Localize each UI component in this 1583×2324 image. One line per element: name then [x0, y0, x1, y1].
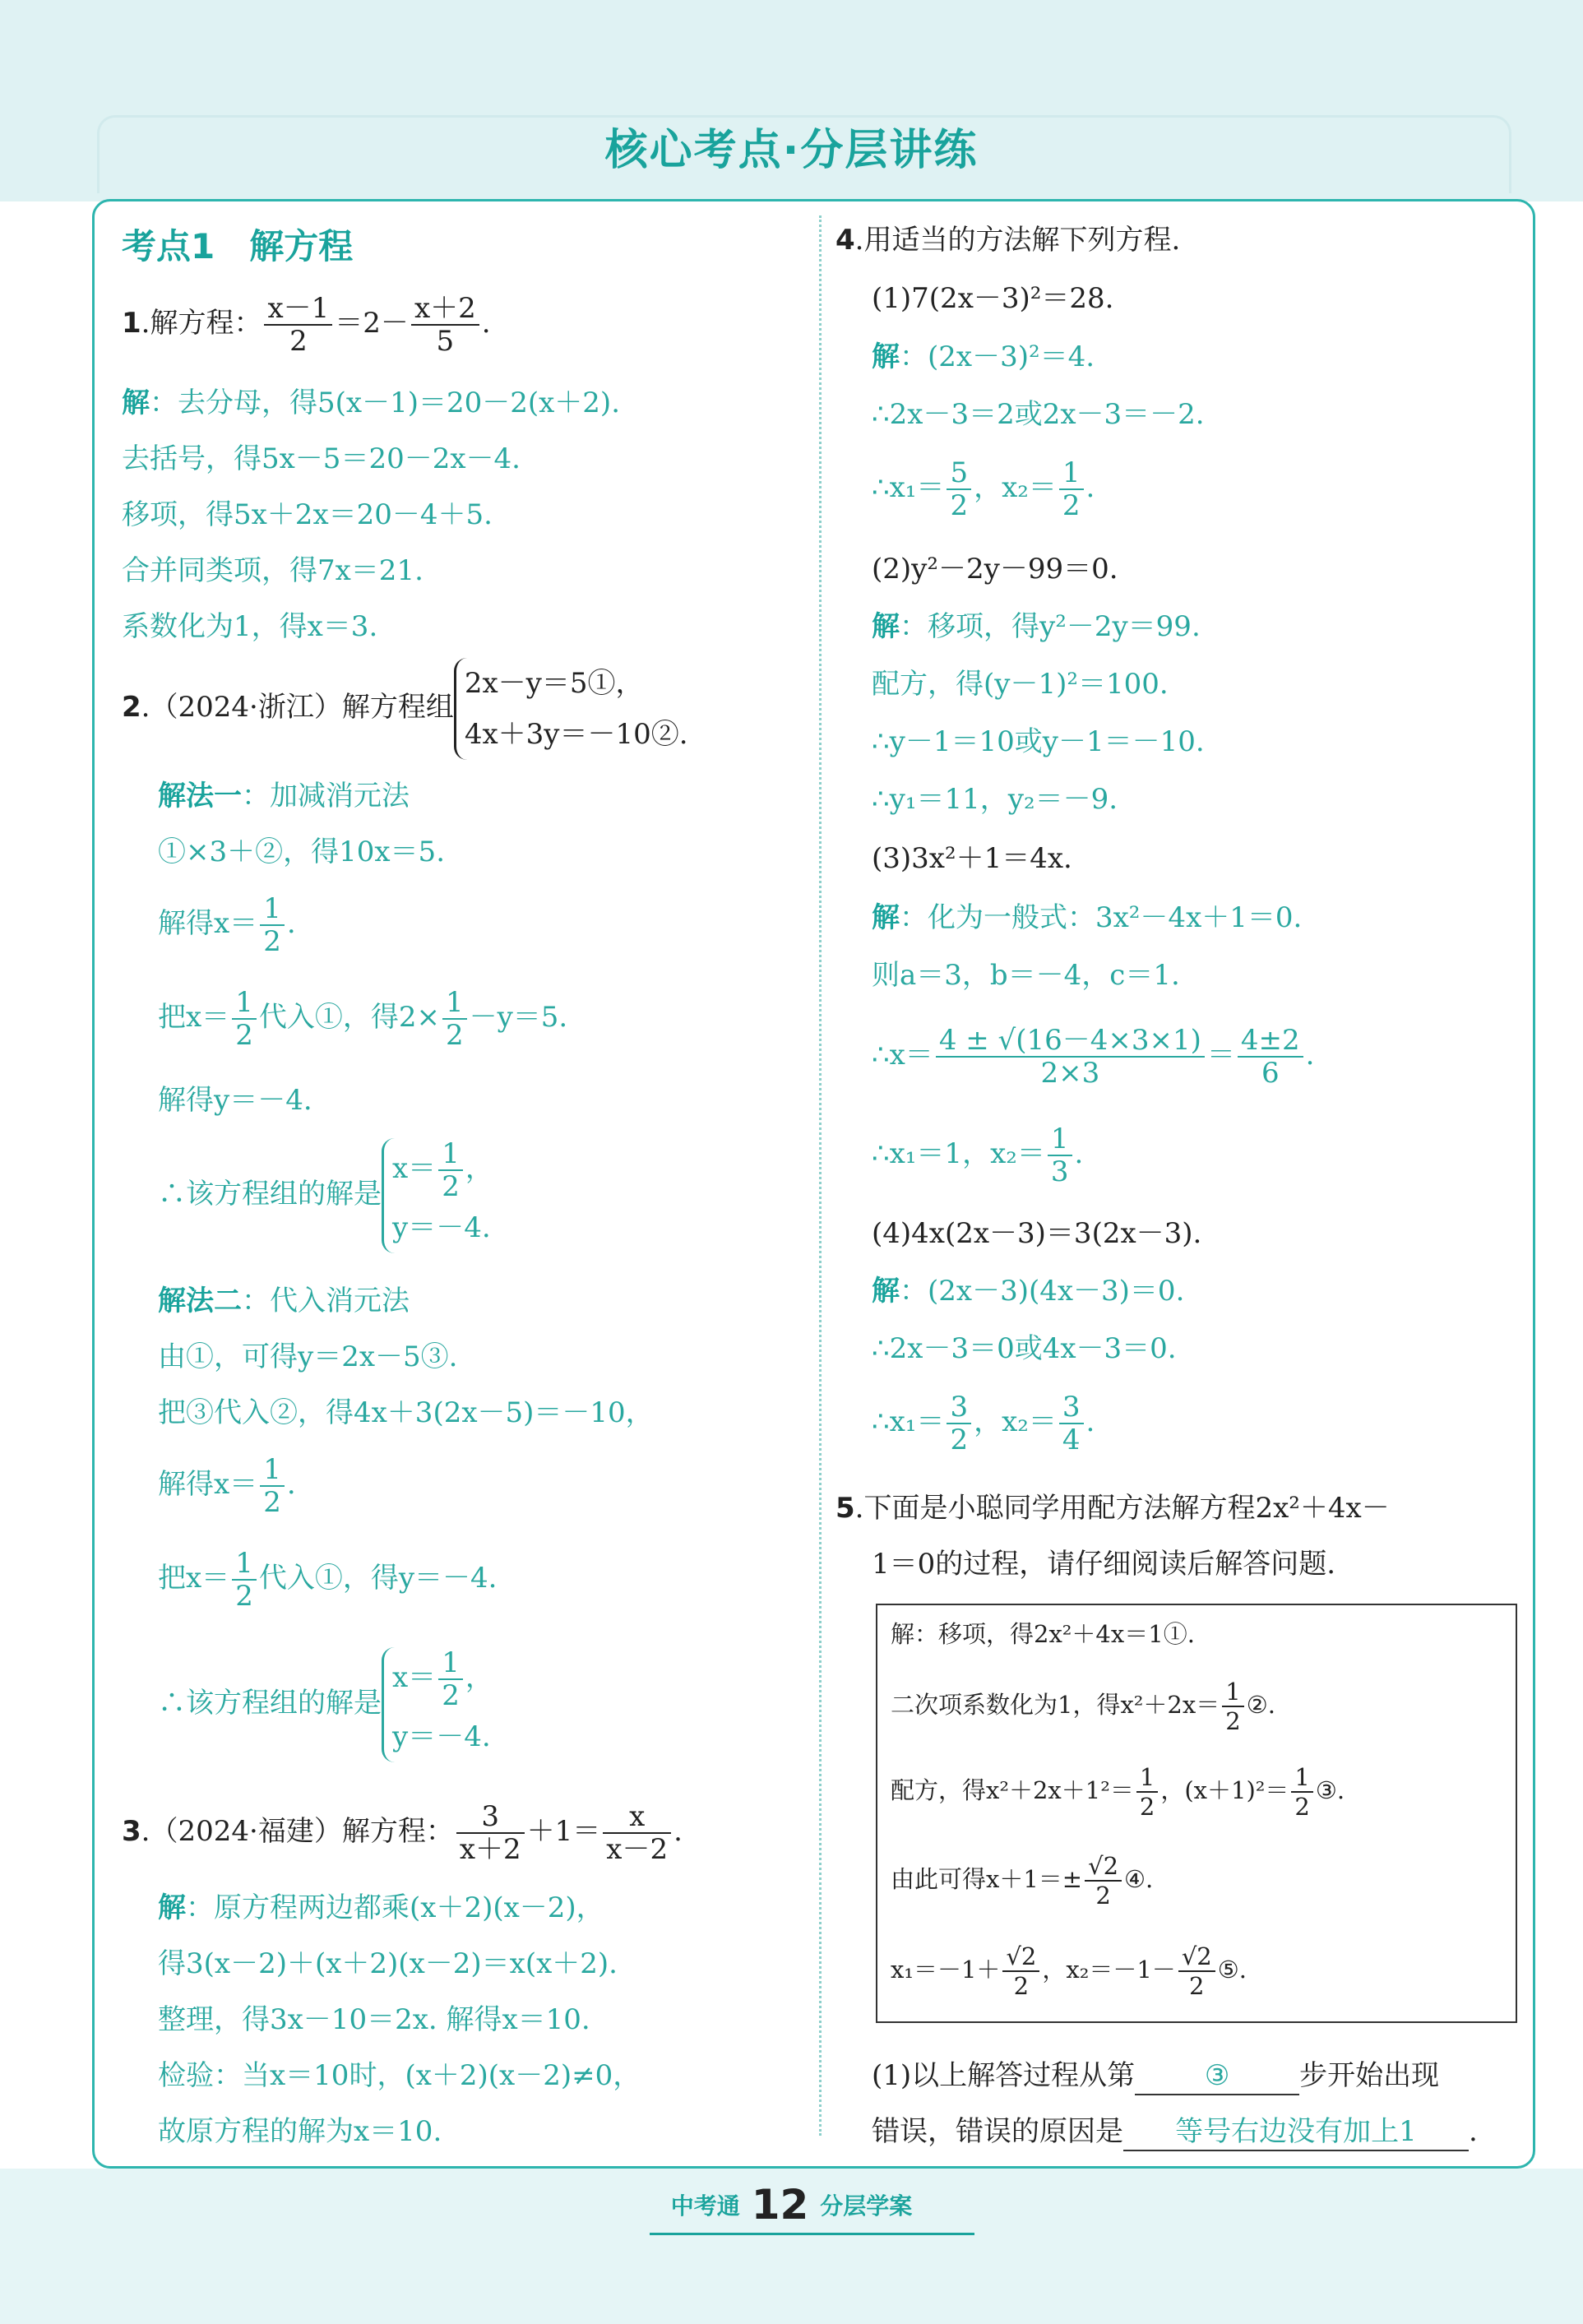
q4-p2-step-1: 解：移项，得y²－2y＝99. [872, 610, 1201, 643]
section-title: 考点1 解方程 [122, 226, 354, 266]
fraction: $\frac{4\pm 2}{6}$ [1238, 1025, 1303, 1089]
fraction: $\frac{x-1}{2}$ [264, 293, 332, 357]
q1-stem: 1.解方程： $\frac{x-1}{2}$ ＝2－ $\frac{x+2}{5}$ . [122, 292, 491, 358]
q4-p3-step-1: 解：化为一般式：3x²－4x＋1＝0. [872, 901, 1303, 934]
fraction: $\frac{1}{2}$ [1222, 1678, 1243, 1735]
q4-p2-step-4: ∴y₁＝11，y₂＝－9. [872, 783, 1118, 816]
equation-system: x＝ $\frac{1}{2}$ ， y＝－4. [382, 1647, 493, 1762]
q4-stem: 4.用适当的方法解下列方程. [835, 224, 1181, 257]
q2-m2-line-2: 把③代入②，得4x＋3(2x－5)＝－10， [158, 1396, 654, 1429]
equation-system: x＝ $\frac{1}{2}$ ， y＝－4. [382, 1138, 493, 1253]
fraction: $\frac{4 \pm √(16-4\times 3\times 1)}{2\times 3}$ [936, 1025, 1205, 1089]
q4-part-1: (1)7(2x－3)²＝28. [872, 282, 1114, 315]
q5-answer-1: (1)以上解答过程从第 ③ 步开始出现 [872, 2058, 1439, 2095]
q3-line-4: 检验：当x＝10时，(x＋2)(x－2)≠0， [158, 2059, 641, 2092]
q4-p3-result: ∴x₁＝1，x₂＝ $\frac{1}{3}$ . [872, 1123, 1084, 1188]
q2-m2-line-3: 解得x＝ $\frac{1}{2}$ . [158, 1453, 296, 1519]
q4-part-3: (3)3x²＋1＝4x. [872, 842, 1072, 875]
box-line-1: 解：移项，得2x²＋4x＝1①. [891, 1620, 1195, 1648]
fraction: $\frac{1}{2}$ [232, 987, 257, 1051]
fraction: $\frac{5}{2}$ [947, 457, 971, 521]
q2-m1-line-3: 把x＝ $\frac{1}{2}$ 代入①，得2× $\frac{1}{2}$ －y＝5. [158, 986, 568, 1052]
q2-m2-solution: ∴该方程组的解是 x＝ $\frac{1}{2}$ ， y＝－4. [158, 1647, 493, 1762]
q5-solution-box [876, 1604, 1517, 2023]
box-line-5: x₁＝－1＋ $\frac{√2}{2}$ ，x₂＝－1－ $\frac{√2}{2}$ ⑤. [891, 1942, 1247, 2000]
footer-left: 中考通 [670, 2192, 740, 2220]
q2-method-2: 解法二：代入消元法 [158, 1285, 410, 1317]
q3-line-3: 整理，得3x－10＝2x. 解得x＝10. [158, 2003, 590, 2036]
q4-p1-result: ∴x₁＝ $\frac{5}{2}$ ，x₂＝ $\frac{1}{2}$ . [872, 456, 1095, 522]
q2-m1-line-2: 解得x＝ $\frac{1}{2}$ . [158, 892, 296, 958]
footer [0, 2181, 1583, 2229]
fraction: $\frac{√2}{2}$ [1002, 1942, 1039, 2000]
fraction: $\frac{1}{2}$ [442, 987, 467, 1051]
q4-p1-step-1: 解：(2x－3)²＝4. [872, 340, 1095, 373]
q4-p4-step-2: ∴2x－3＝0或4x－3＝0. [872, 1332, 1177, 1365]
q4-p3-step-2: 则a＝3，b＝－4，c＝1. [872, 959, 1180, 992]
fraction: $\frac{x}{x-2}$ [603, 1801, 671, 1865]
fraction: $\frac{3}{2}$ [947, 1391, 971, 1456]
q2-m1-line-4: 解得y＝－4. [158, 1084, 312, 1117]
fraction: $\frac{1}{3}$ [1048, 1123, 1072, 1187]
q3-line-2: 得3(x－2)＋(x＋2)(x－2)＝x(x＋2). [158, 1947, 618, 1980]
q5-stem-2: 1＝0的过程，请仔细阅读后解答问题. [872, 1548, 1336, 1581]
q1-line-2: 去括号，得5x－5＝20－2x－4. [122, 442, 521, 475]
page-title: 核心考点·分层讲练 [604, 126, 979, 175]
q3-line-5: 故原方程的解为x＝10. [158, 2115, 442, 2148]
q1-line-1: 解：去分母，得5(x－1)＝20－2(x＋2). [122, 387, 621, 419]
q4-p2-step-2: 配方，得(y－1)²＝100. [872, 668, 1169, 701]
q4-p2-step-3: ∴y－1＝10或y－1＝－10. [872, 725, 1205, 758]
q4-part-2: (2)y²－2y－99＝0. [872, 553, 1118, 586]
q2-method-1: 解法一：加减消元法 [158, 780, 410, 812]
box-line-3: 配方，得x²＋2x＋1²＝ $\frac{1}{2}$ ，(x＋1)²＝ $\frac{1}{2}$ ③. [891, 1763, 1345, 1821]
q2-m1-line-1: ①×3＋②，得10x＝5. [158, 836, 445, 868]
fraction: $\frac{1}{2}$ [438, 1138, 463, 1202]
q2-m2-line-4: 把x＝ $\frac{1}{2}$ 代入①，得y＝－4. [158, 1547, 498, 1613]
q3-stem: 3.（2024·福建）解方程： $\frac{3}{x+2}$ ＋1＝ $\frac{x}{x-2}$ . [122, 1800, 683, 1866]
fraction: $\frac{1}{2}$ [438, 1647, 463, 1711]
column-divider [819, 215, 822, 2136]
equation-system: 2x－y＝5①， 4x＋3y＝－10②. [454, 658, 688, 760]
answer-blank[interactable]: ③ [1135, 2058, 1299, 2095]
box-line-2: 二次项系数化为1，得x²＋2x＝ $\frac{1}{2}$ ②. [891, 1678, 1275, 1735]
fraction: $\frac{1}{2}$ [260, 1454, 285, 1518]
q1-number: 1 [122, 307, 141, 340]
q2-m2-line-1: 由①，可得y＝2x－5③. [158, 1340, 458, 1373]
footer-rule [650, 2233, 974, 2235]
fraction: $\frac{3}{4}$ [1059, 1391, 1084, 1456]
fraction: $\frac{x+2}{5}$ [411, 293, 479, 357]
q2-m1-solution: ∴该方程组的解是 x＝ $\frac{1}{2}$ ， y＝－4. [158, 1138, 493, 1253]
box-line-4: 由此可得x＋1＝± $\frac{√2}{2}$ ④. [891, 1852, 1154, 1910]
q4-p3-formula: ∴x＝ $\frac{4 \pm √(16-4\times 3\times 1)}{2\times 3}$ ＝ $\frac{4\pm 2}{6}$ . [872, 1024, 1315, 1090]
answer-blank[interactable]: 等号右边没有加上1 [1123, 2113, 1469, 2151]
fraction: $\frac{3}{x+2}$ [456, 1801, 525, 1865]
q5-answer-2: 错误，错误的原因是 等号右边没有加上1 . [872, 2113, 1478, 2151]
fraction: $\frac{1}{2}$ [1136, 1763, 1158, 1821]
fraction: $\frac{√2}{2}$ [1085, 1852, 1122, 1910]
left-column [122, 0, 812, 2171]
fraction: $\frac{1}{2}$ [232, 1548, 257, 1612]
q3-line-1: 解：原方程两边都乘(x＋2)(x－2)， [158, 1891, 604, 1924]
fraction: $\frac{1}{2}$ [1059, 457, 1084, 521]
q4-p1-step-2: ∴2x－3＝2或2x－3＝－2. [872, 398, 1205, 431]
q1-line-5: 系数化为1，得x＝3. [122, 610, 378, 643]
fraction: $\frac{1}{2}$ [260, 893, 285, 957]
q1-line-4: 合并同类项，得7x＝21. [122, 554, 424, 587]
footer-right: 分层学案 [820, 2192, 913, 2220]
q1-line-3: 移项，得5x＋2x＝20－4＋5. [122, 498, 493, 531]
fraction: $\frac{√2}{2}$ [1178, 1942, 1215, 2000]
q4-part-4: (4)4x(2x－3)＝3(2x－3). [872, 1217, 1202, 1250]
q2-stem: 2.（2024·浙江）解方程组 2x－y＝5①， 4x＋3y＝－10②. [122, 658, 688, 760]
page-number: 12 [751, 2181, 809, 2229]
q5-stem-1: 5.下面是小聪同学用配方法解方程2x²＋4x－ [835, 1492, 1390, 1525]
fraction: $\frac{1}{2}$ [1291, 1763, 1312, 1821]
q4-p4-result: ∴x₁＝ $\frac{3}{2}$ ，x₂＝ $\frac{3}{4}$ . [872, 1391, 1095, 1456]
q4-p4-step-1: 解：(2x－3)(4x－3)＝0. [872, 1275, 1185, 1308]
